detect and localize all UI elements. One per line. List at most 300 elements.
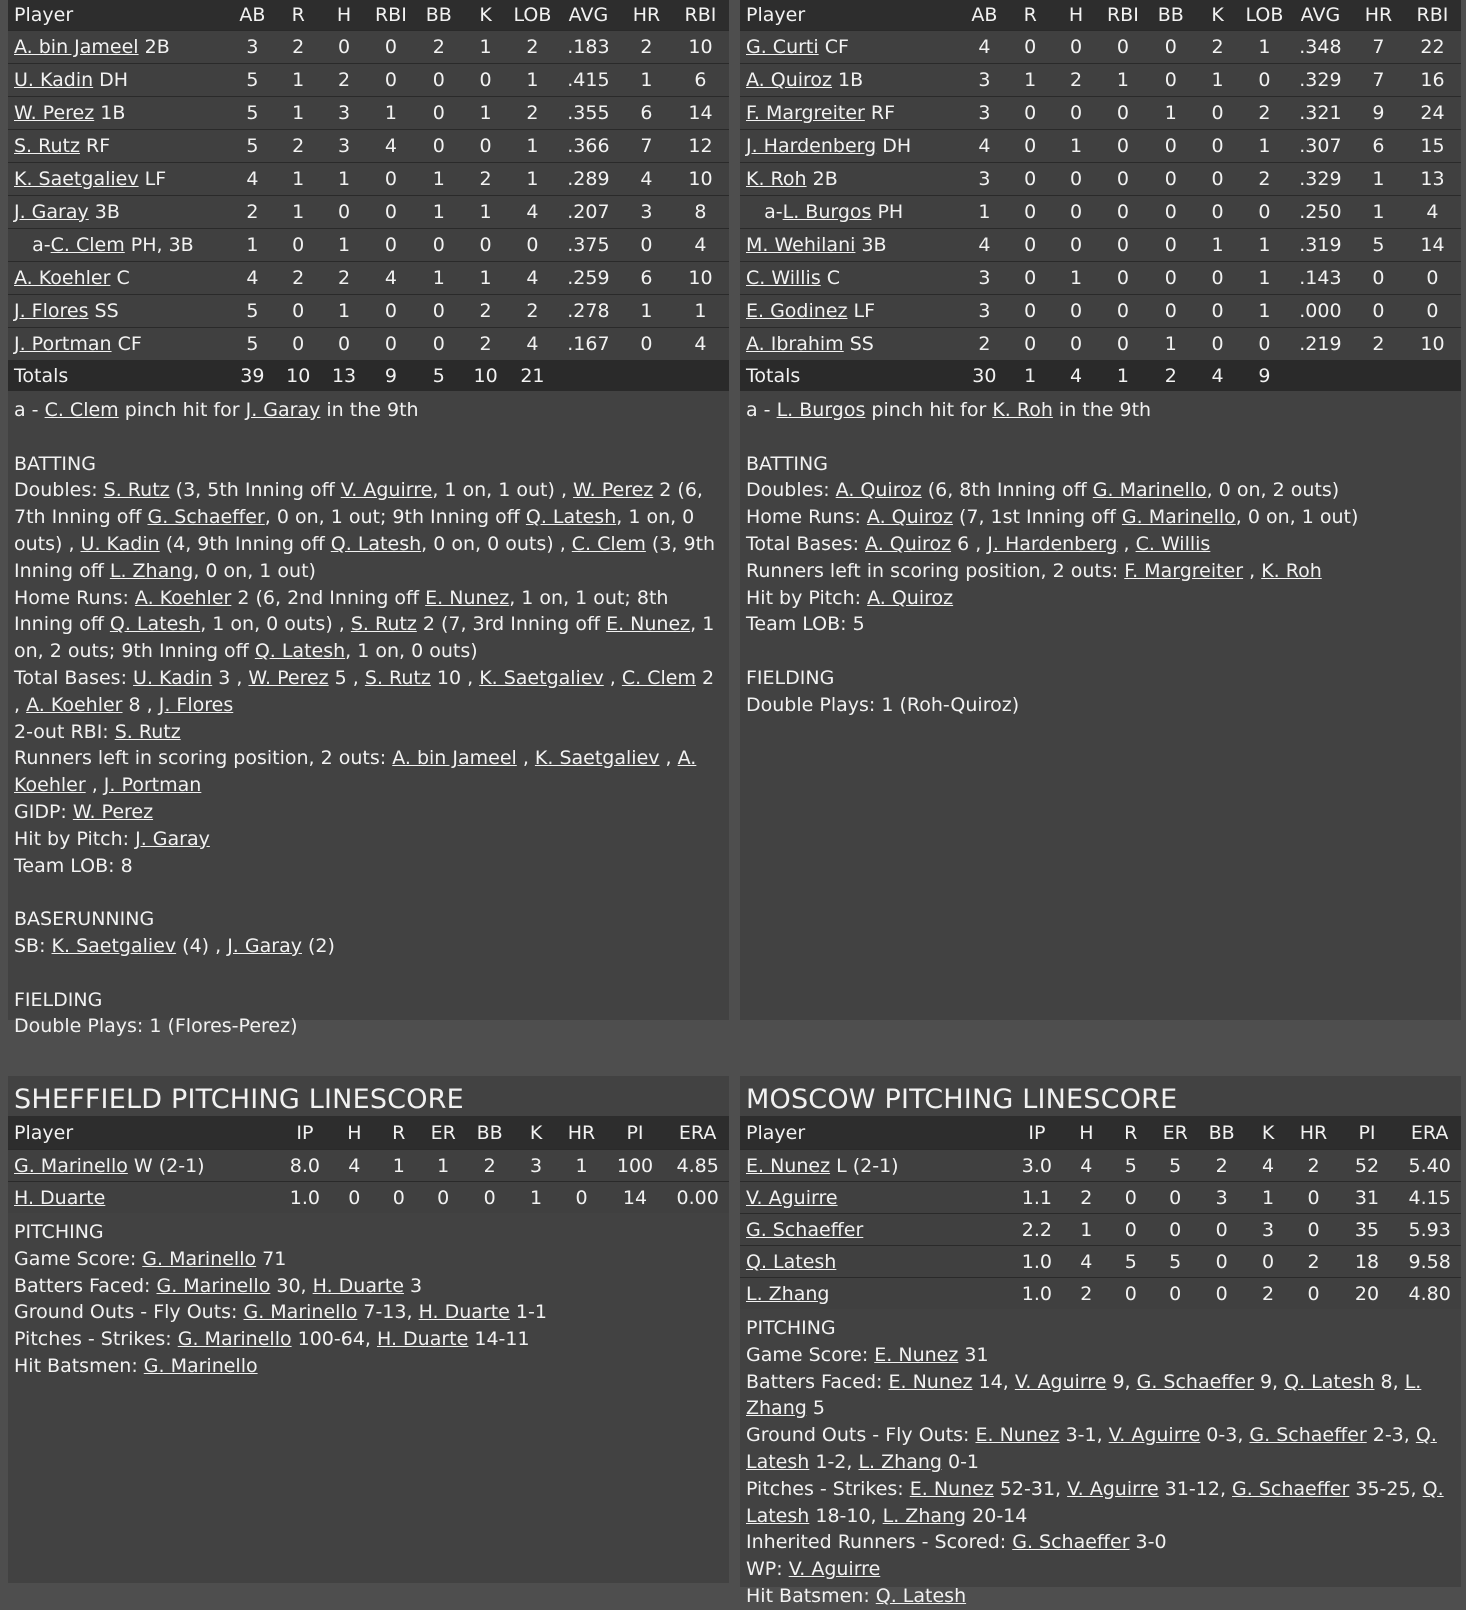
- stat-cell: 0: [437, 1186, 450, 1209]
- stat-cell: 0: [1372, 300, 1385, 322]
- sheffield-pitching-section: [8, 1076, 729, 1583]
- player-link[interactable]: S. Rutz: [364, 666, 431, 689]
- stat-cell: 1: [479, 267, 492, 289]
- column-header: R: [1124, 1121, 1138, 1144]
- stat-cell: 0: [384, 234, 397, 256]
- header-row: [8, 1116, 729, 1150]
- player-link[interactable]: W. Perez: [72, 800, 154, 823]
- stat-cell: 2: [1258, 102, 1271, 124]
- column-header: AVG: [568, 4, 609, 26]
- player-cell: W. Perez 1B: [14, 102, 126, 124]
- stat-cell: 0: [1116, 300, 1129, 322]
- player-link[interactable]: L. Zhang: [858, 1450, 942, 1473]
- column-header: RBI: [374, 4, 407, 26]
- stat-cell: 0: [1262, 1250, 1275, 1273]
- stat-cell: .355: [567, 102, 610, 124]
- note-line: FIELDING: [746, 666, 835, 689]
- note-line: Home Runs: A. Koehler 2 (6, 2nd Inning off E. Nunez, 1 on, 1 out; 8th Inning off Q. Latesh, 1 on, 0 outs) , S. Rutz 2 (7, 3rd Inning off E. Nunez, 1 on, 2 outs; 9th Inning off Q. Latesh, 1 on, 0 outs): [14, 586, 715, 663]
- stat-cell: 1: [978, 201, 991, 223]
- note-line: Hit Batsmen: Q. Latesh: [746, 1584, 967, 1607]
- note-line: Team LOB: 8: [14, 854, 133, 877]
- column-header: K: [1211, 4, 1224, 26]
- player-link[interactable]: J. Portman: [14, 333, 112, 355]
- stat-cell: 0: [1164, 267, 1177, 289]
- player-link[interactable]: K. Saetgaliev: [14, 168, 139, 190]
- stat-cell: 4: [526, 267, 539, 289]
- player-link[interactable]: A. bin Jameel: [392, 747, 517, 770]
- stat-cell: 2: [479, 168, 492, 190]
- note-line: Runners left in scoring position, 2 outs: F. Margreiter , K. Roh: [746, 559, 1322, 582]
- stat-cell: .207: [567, 201, 610, 223]
- column-header: LOB: [513, 4, 552, 26]
- player-link[interactable]: J. Flores: [14, 300, 89, 322]
- stat-cell: 0: [1211, 300, 1224, 322]
- player-link[interactable]: J. Portman: [103, 774, 202, 797]
- player-link[interactable]: C. Clem: [571, 532, 646, 555]
- column-header: ERA: [1410, 1121, 1449, 1144]
- player-link[interactable]: C. Willis: [746, 267, 821, 289]
- pitcher-row: [8, 1182, 729, 1214]
- player-link[interactable]: G. Marinello: [243, 1301, 358, 1324]
- player-link[interactable]: J. Hardenberg: [746, 135, 877, 157]
- stat-cell: 1: [1211, 234, 1224, 256]
- player-link[interactable]: W. Perez: [14, 102, 95, 124]
- note-line: SB: K. Saetgaliev (4) , J. Garay (2): [14, 934, 335, 957]
- stat-cell: .000: [1299, 300, 1342, 322]
- player-link[interactable]: Q. Latesh: [330, 532, 422, 555]
- stat-cell: 5: [246, 69, 259, 91]
- player-link[interactable]: U. Kadin: [14, 69, 94, 91]
- stat-cell: 2.2: [1021, 1218, 1052, 1241]
- stat-cell: 1.1: [1021, 1186, 1052, 1209]
- stat-cell: .321: [1299, 102, 1342, 124]
- stat-cell: 13: [331, 365, 357, 387]
- stat-cell: 1: [432, 201, 445, 223]
- stat-cell: 0: [292, 234, 305, 256]
- player-link[interactable]: G. Schaeffer: [1232, 1477, 1350, 1500]
- player-cell: [740, 1214, 1011, 1246]
- stat-cell: 1: [437, 1154, 450, 1177]
- player-link[interactable]: L. Zhang: [882, 1504, 967, 1527]
- player-link[interactable]: Q. Latesh: [109, 613, 201, 636]
- player-link[interactable]: E. Godinez: [746, 300, 848, 322]
- column-header: R: [1023, 4, 1037, 26]
- stat-cell: [1353, 361, 1404, 392]
- note-line: Inherited Runners - Scored: G. Schaeffer 3-0: [746, 1531, 1167, 1554]
- stat-cell: 0: [1116, 333, 1129, 355]
- player-link[interactable]: K. Roh: [1261, 559, 1322, 582]
- stat-cell: 0: [1024, 333, 1037, 355]
- column-header: RBI: [684, 4, 717, 26]
- player-link[interactable]: Q. Latesh: [525, 506, 617, 529]
- stat-cell: 9: [1372, 102, 1385, 124]
- stat-cell: 0: [640, 333, 653, 355]
- stat-cell: 1: [1211, 69, 1224, 91]
- stat-cell: 0: [1069, 36, 1083, 58]
- stat-cell: 5.40: [1408, 1154, 1451, 1177]
- player-link[interactable]: W. Perez: [573, 479, 654, 502]
- note-line: 2-out RBI: S. Rutz: [14, 720, 181, 743]
- stat-cell: [1404, 361, 1461, 392]
- note-line: BATTING: [14, 452, 96, 475]
- player-link[interactable]: Q. Latesh: [254, 640, 346, 663]
- stat-cell: 1: [1116, 69, 1129, 91]
- player-link[interactable]: E. Nunez: [425, 586, 510, 609]
- stat-cell: 10: [286, 365, 311, 387]
- stat-cell: 1: [292, 69, 305, 91]
- player-link[interactable]: F. Margreiter: [1124, 559, 1244, 582]
- player-link[interactable]: V. Aguirre: [1014, 1370, 1107, 1393]
- stat-cell: 4: [1262, 1154, 1275, 1177]
- player-link[interactable]: E. Nunez: [874, 1343, 959, 1366]
- stat-cell: 35: [1354, 1218, 1380, 1241]
- player-link[interactable]: A. bin Jameel: [14, 36, 139, 58]
- column-header: PI: [626, 1121, 644, 1144]
- player-link[interactable]: V. Aguirre: [340, 479, 433, 502]
- player-link[interactable]: Q. Latesh: [746, 1250, 837, 1273]
- stat-cell: 4: [1080, 1250, 1093, 1273]
- player-link[interactable]: A. Koehler: [134, 586, 232, 609]
- player-link[interactable]: C. Clem: [44, 399, 119, 421]
- stat-cell: 0: [384, 36, 397, 58]
- player-link[interactable]: G. Marinello: [14, 1154, 128, 1177]
- player-cell: G. Marinello W (2-1): [14, 1154, 205, 1177]
- player-link[interactable]: G. Schaeffer: [1136, 1370, 1254, 1393]
- batter-row: [740, 97, 1461, 130]
- sheffield-pitching-title: SHEFFIELD PITCHING LINESCORE: [8, 1076, 729, 1116]
- stat-cell: 4: [978, 135, 991, 157]
- pitcher-row: [740, 1246, 1461, 1278]
- stat-cell: 4: [1069, 365, 1083, 387]
- stat-cell: 0: [1211, 102, 1224, 124]
- column-header: K: [1261, 1121, 1275, 1144]
- player-link[interactable]: J. Garay: [227, 934, 302, 957]
- stat-cell: 0: [479, 234, 492, 256]
- column-header: HR: [1299, 1121, 1328, 1144]
- stat-cell: 0: [1164, 201, 1177, 223]
- spacer: [14, 879, 723, 906]
- note-line: Total Bases: U. Kadin 3 , W. Perez 5 , S. Rutz 10 , K. Saetgaliev , C. Clem 2 , A. Koehler 8 , J. Flores: [14, 666, 715, 716]
- stat-cell: 0: [1258, 201, 1271, 223]
- note-line: Hit by Pitch: A. Quiroz: [746, 586, 954, 609]
- player-link[interactable]: G. Marinello: [143, 1354, 258, 1377]
- player-cell: E. Nunez L (2-1): [746, 1154, 899, 1177]
- player-link[interactable]: E. Nunez: [746, 1154, 831, 1177]
- header-row: [740, 0, 1461, 31]
- stat-cell: 0: [1124, 1218, 1137, 1241]
- column-header: H: [336, 4, 352, 26]
- stat-cell: 0: [1116, 135, 1129, 157]
- player-link[interactable]: A. Quiroz: [835, 479, 922, 502]
- player-link[interactable]: L. Zhang: [746, 1282, 830, 1305]
- stat-cell: 1: [432, 267, 445, 289]
- stat-cell: 4: [978, 234, 991, 256]
- stat-cell: 0: [1169, 1186, 1182, 1209]
- player-link[interactable]: M. Wehilani: [746, 234, 856, 256]
- player-link[interactable]: A. Koehler: [14, 267, 111, 289]
- player-link[interactable]: J. Garay: [14, 201, 89, 223]
- stat-cell: 1: [694, 300, 707, 322]
- stat-cell: 2: [292, 267, 305, 289]
- stat-cell: 1: [640, 300, 653, 322]
- stat-cell: 0: [1069, 201, 1083, 223]
- player-link[interactable]: J. Hardenberg: [987, 532, 1118, 555]
- player-link[interactable]: H. Duarte: [418, 1301, 510, 1324]
- player-link[interactable]: V. Aguirre: [1067, 1477, 1159, 1500]
- stat-cell: 1: [384, 102, 397, 124]
- player-link[interactable]: Q. Latesh: [1284, 1370, 1375, 1393]
- player-link[interactable]: U. Kadin: [80, 532, 160, 555]
- stat-cell: 1: [432, 168, 445, 190]
- batter-row: [740, 229, 1461, 262]
- player-link[interactable]: G. Schaeffer: [1012, 1531, 1130, 1554]
- stat-cell: 0: [292, 333, 305, 355]
- totals-label: Totals: [14, 365, 69, 387]
- column-header: AB: [971, 4, 998, 26]
- column-header: PI: [1358, 1121, 1376, 1144]
- batter-row: [8, 328, 729, 361]
- stat-cell: .366: [567, 135, 610, 157]
- player-link[interactable]: S. Rutz: [114, 720, 181, 743]
- stat-cell: 0: [526, 234, 539, 256]
- stat-cell: 12: [688, 135, 713, 157]
- player-link[interactable]: A. Quiroz: [865, 532, 952, 555]
- stat-cell: 0: [1069, 234, 1083, 256]
- column-header: BB: [1208, 1121, 1235, 1144]
- player-link[interactable]: L. Zhang: [109, 559, 194, 582]
- stat-cell: 2: [1262, 1282, 1275, 1305]
- player-link[interactable]: Q. Latesh: [746, 1477, 1444, 1527]
- stat-cell: 4.85: [676, 1154, 719, 1177]
- stat-cell: 0: [1307, 1218, 1320, 1241]
- header-row: [8, 0, 729, 31]
- player-link[interactable]: S. Rutz: [103, 479, 170, 502]
- stat-cell: 3.0: [1021, 1154, 1052, 1177]
- stat-cell: .167: [567, 333, 610, 355]
- stat-cell: 4: [526, 201, 539, 223]
- stat-cell: 0: [337, 36, 351, 58]
- stat-cell: 0: [1164, 36, 1177, 58]
- player-link[interactable]: W. Perez: [248, 666, 329, 689]
- stat-cell: 21: [520, 365, 545, 387]
- player-link[interactable]: J. Garay: [245, 399, 321, 421]
- stat-cell: 0: [292, 300, 305, 322]
- player-cell: [740, 1278, 1011, 1310]
- stat-cell: 1: [526, 69, 539, 91]
- player-link[interactable]: G. Marinello: [142, 1247, 257, 1270]
- pitcher-row: [8, 1150, 729, 1182]
- player-link[interactable]: L. Burgos: [776, 399, 866, 421]
- stat-cell: 0: [432, 135, 445, 157]
- player-link[interactable]: G. Curti: [746, 36, 819, 58]
- stat-cell: 5: [1169, 1154, 1182, 1177]
- player-link[interactable]: K. Saetgaliev: [51, 934, 177, 957]
- player-link[interactable]: A. Quiroz: [746, 69, 833, 91]
- stat-cell: 2: [640, 36, 653, 58]
- player-link[interactable]: E. Nunez: [606, 613, 691, 636]
- player-link[interactable]: A. Ibrahim: [746, 333, 844, 355]
- stat-cell: 4: [526, 333, 539, 355]
- stat-cell: 0: [384, 201, 397, 223]
- player-link[interactable]: Q. Latesh: [746, 1424, 1437, 1473]
- stat-cell: 0: [575, 1186, 588, 1209]
- sheffield-pitching-table: [8, 1116, 729, 1213]
- player-link[interactable]: A. Quiroz: [866, 506, 953, 529]
- column-header: Player: [746, 4, 806, 26]
- away-batting-table: [740, 0, 1461, 391]
- stat-cell: .348: [1299, 36, 1342, 58]
- stat-cell: 2: [1164, 365, 1177, 387]
- player-link[interactable]: J. Flores: [158, 693, 234, 716]
- player-cell: A. bin Jameel 2B: [14, 36, 170, 58]
- player-link[interactable]: G. Schaeffer: [147, 506, 265, 529]
- stat-cell: 100: [616, 1154, 654, 1177]
- stat-cell: 0: [1258, 333, 1271, 355]
- stat-cell: 0: [1024, 168, 1037, 190]
- stat-cell: 3: [246, 36, 259, 58]
- player-link[interactable]: C. Clem: [621, 666, 696, 689]
- sheffield-pitching-notes: [8, 1213, 729, 1583]
- stat-cell: 8.0: [289, 1154, 320, 1177]
- stat-cell: 7: [1372, 69, 1385, 91]
- note-line: BATTING: [746, 452, 828, 475]
- stat-cell: 30: [972, 365, 997, 387]
- player-cell: a-C. Clem PH, 3B: [14, 234, 194, 256]
- stat-cell: 0: [640, 234, 653, 256]
- away-game-notes: [740, 391, 1461, 1020]
- note-line: Ground Outs - Fly Outs: G. Marinello 7-13, H. Duarte 1-1: [14, 1301, 547, 1324]
- player-link[interactable]: K. Saetgaliev: [534, 747, 660, 770]
- batter-row: [740, 262, 1461, 295]
- column-header: H: [1068, 4, 1084, 26]
- player-link[interactable]: L. Burgos: [782, 201, 872, 223]
- player-link[interactable]: C. Clem: [50, 234, 125, 256]
- stat-cell: 2: [246, 201, 259, 223]
- player-link[interactable]: U. Kadin: [133, 666, 213, 689]
- stat-cell: 1: [1258, 267, 1271, 289]
- player-link[interactable]: G. Marinello: [1121, 506, 1236, 529]
- player-link[interactable]: V. Aguirre: [788, 1558, 881, 1581]
- spacer: [14, 424, 723, 451]
- player-link[interactable]: K. Saetgaliev: [479, 666, 604, 689]
- stat-cell: 18: [1354, 1250, 1380, 1273]
- column-header: Player: [746, 1121, 806, 1144]
- stat-cell: 14: [622, 1186, 648, 1209]
- stat-cell: 0: [1307, 1282, 1320, 1305]
- stat-cell: 1: [526, 135, 539, 157]
- player-link[interactable]: E. Nunez: [909, 1477, 994, 1500]
- stat-cell: 5: [246, 102, 259, 124]
- stat-cell: 0: [1124, 1282, 1137, 1305]
- player-link[interactable]: H. Duarte: [377, 1328, 469, 1351]
- batter-row: [8, 229, 729, 262]
- player-cell: A. Koehler C: [14, 267, 130, 289]
- stat-cell: 1: [1258, 36, 1271, 58]
- stat-cell: 5: [1124, 1250, 1137, 1273]
- stat-cell: 1: [1258, 135, 1271, 157]
- player-link[interactable]: V. Aguirre: [1108, 1424, 1201, 1447]
- stat-cell: 39: [240, 365, 265, 387]
- stat-cell: 0: [1116, 36, 1129, 58]
- stat-cell: 10: [688, 36, 713, 58]
- stat-cell: 0: [1215, 1282, 1228, 1305]
- column-header: AB: [239, 4, 266, 26]
- stat-cell: 0: [1069, 300, 1083, 322]
- stat-cell: 52: [1354, 1154, 1380, 1177]
- stat-cell: 3: [1262, 1218, 1275, 1241]
- player-link[interactable]: G. Schaeffer: [1249, 1424, 1367, 1447]
- player-link[interactable]: G. Marinello: [156, 1274, 271, 1297]
- pitcher-row: [740, 1214, 1461, 1246]
- player-link[interactable]: H. Duarte: [312, 1274, 404, 1297]
- stat-cell: 4: [978, 36, 991, 58]
- stat-cell: [672, 361, 729, 392]
- player-link[interactable]: E. Nunez: [888, 1370, 973, 1393]
- stat-cell: 0: [1116, 234, 1129, 256]
- player-link[interactable]: A. Koehler: [14, 747, 697, 797]
- column-header: HR: [632, 4, 661, 26]
- batter-row: [8, 31, 729, 64]
- stat-cell: 0.00: [676, 1186, 719, 1209]
- player-link[interactable]: E. Nunez: [975, 1424, 1060, 1447]
- stat-cell: 2: [337, 267, 351, 289]
- stat-cell: 1.0: [289, 1186, 320, 1209]
- player-link[interactable]: K. Roh: [746, 168, 807, 190]
- player-link[interactable]: L. Zhang: [746, 1370, 1422, 1420]
- player-cell: [740, 1246, 1011, 1278]
- moscow-pitching-table: [740, 1116, 1461, 1309]
- column-header: R: [291, 4, 305, 26]
- player-link[interactable]: S. Rutz: [14, 135, 80, 157]
- batter-rows: [8, 31, 729, 392]
- batter-rows: [740, 31, 1461, 392]
- stat-cell: 1: [1372, 201, 1385, 223]
- player-link[interactable]: J. Garay: [135, 827, 210, 850]
- pitcher-row: [740, 1150, 1461, 1182]
- stat-cell: 2: [526, 102, 539, 124]
- stat-cell: .278: [567, 300, 610, 322]
- player-link[interactable]: G. Schaeffer: [746, 1218, 864, 1241]
- stat-cell: 0: [384, 333, 397, 355]
- player-link[interactable]: V. Aguirre: [746, 1186, 838, 1209]
- totals-row: [740, 361, 1461, 392]
- player-link[interactable]: H. Duarte: [14, 1186, 106, 1209]
- player-link[interactable]: G. Marinello: [1092, 479, 1207, 502]
- stat-cell: 4: [384, 135, 397, 157]
- stat-cell: 1: [292, 168, 305, 190]
- player-cell: A. Ibrahim SS: [746, 333, 874, 355]
- player-link[interactable]: F. Margreiter: [746, 102, 865, 124]
- note-line: Team LOB: 5: [746, 613, 865, 636]
- player-link[interactable]: G. Marinello: [177, 1328, 292, 1351]
- player-link[interactable]: Q. Latesh: [875, 1584, 967, 1607]
- player-link[interactable]: K. Roh: [992, 399, 1053, 421]
- stat-cell: 20: [1354, 1282, 1380, 1305]
- stat-cell: 3: [978, 69, 991, 91]
- stat-cell: 4.15: [1408, 1186, 1451, 1209]
- stat-cell: 0: [432, 69, 445, 91]
- batter-row: [8, 196, 729, 229]
- player-cell: a-L. Burgos PH: [746, 201, 904, 223]
- spacer: [746, 638, 1455, 665]
- stat-cell: .219: [1299, 333, 1342, 355]
- stat-cell: 5: [246, 300, 259, 322]
- player-link[interactable]: A. Quiroz: [867, 586, 954, 609]
- player-link[interactable]: C. Willis: [1135, 532, 1211, 555]
- note-line: WP: V. Aguirre: [746, 1558, 881, 1581]
- player-link[interactable]: A. Koehler: [26, 693, 123, 716]
- player-link[interactable]: S. Rutz: [350, 613, 417, 636]
